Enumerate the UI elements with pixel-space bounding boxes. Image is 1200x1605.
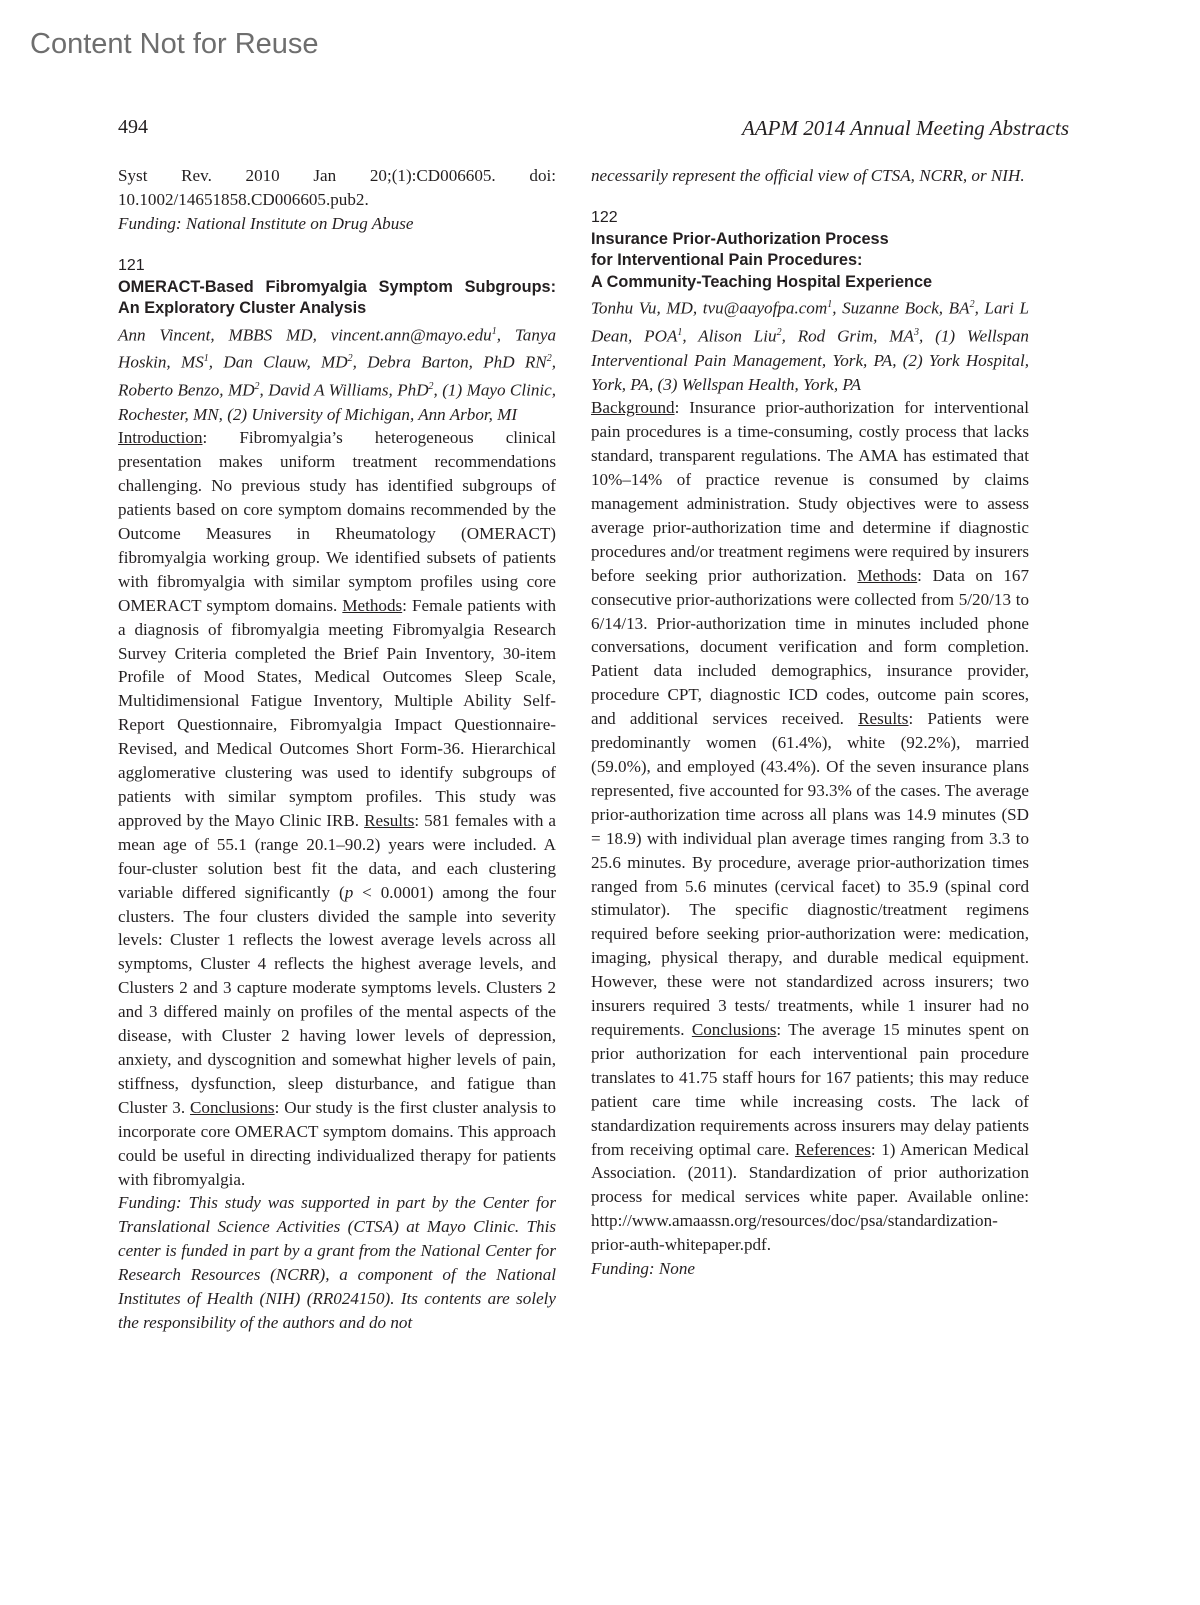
funding-statement: Funding: This study was supported in part by the Center for Translational Science Activities (CTSA) at Mayo Clinic. This center is funded in part by a grant from the National Center for Research Resources (NCRR), a component of the National Institutes of Health (NIH) (RR024150). Its contents are solely the responsibility of the authors and do not <box>118 1193 556 1332</box>
carryover-funding: Funding: National Institute on Drug Abuse <box>118 213 414 233</box>
results-heading: Results <box>364 810 415 830</box>
results-text: : 581 females with a mean age of 55.1 (range 20.1–90.2) years were included. A four-cluster solution best fit the data, and each clustering variable differed significantly (p < 0.0001) among the four clusters. The four clusters divided the sample into severity levels: Cluster 1 reflects the lowest average levels across all symptoms, Cluster 4 reflects the highest average levels, and Clusters 2 and 3 capture moderate symptoms levels. Clusters 2 and 3 differed mainly on profiles of the mental aspects of the disease, with Cluster 2 having lower levels of depression, anxiety, and dyscognition and somewhat higher levels of pain, stiffness, dysfunction, sleep disturbance, and fatigue than Cluster 3. <box>118 810 557 1117</box>
methods-heading: Methods <box>857 565 918 585</box>
watermark: Content Not for Reuse <box>30 28 319 60</box>
funding-statement: Funding: None <box>591 1259 695 1279</box>
methods-heading: Methods <box>342 595 403 615</box>
conclusions-text: : Our study is the first cluster analysis to incorporate core OMERACT symptom domains. This approach could be useful in directing individualized therapy for patients with fibromyalgia. <box>118 1097 556 1189</box>
abstract-number: 121 <box>118 256 145 274</box>
authors-affiliations: Tonhu Vu, MD, tvu@aayofpa.com$^1$, Suzanne Bock, $BA^2$, Lari L Dean, POA$^1$, Alison Liu$^2$, Rod Grim, $MA^3$, (1) Wellspan Interventional Pain Management, York, PA, (2) York Hospital, York, PA, (3) Wellspan Health, York, PA <box>591 299 1029 394</box>
abstract-title: OMERACT-Based Fibromyalgia Symptom Subgroups: An Exploratory Cluster Analysis <box>118 277 556 318</box>
references-heading: References <box>794 1139 871 1159</box>
introduction-heading: Introduction <box>118 428 203 448</box>
background-heading: Background <box>591 398 675 418</box>
abstract-title: Insurance Prior-Authorization Process for Interventional Pain Procedures: A Community-Teaching Hospital Experience <box>591 229 933 291</box>
carryover-reference: Syst Rev. 2010 Jan 20;(1):CD006605. doi: 10.1002/14651858.CD006605.pub2. <box>118 166 556 209</box>
abstract-body <box>118 426 556 1191</box>
right-column <box>591 164 1029 1281</box>
results-text: : Patients were predominantly women (61.4%), white (92.2%), married (59.0%), and employed (43.4%). Of the seven insurance plans represented, five accounted for 93.3% of the cases. The average prior-authorization time across all plans was 14.9 minutes (SD = 18.9) with individual plan average times ranging from 3.3 to 25.6 minutes. By procedure, average prior-authorization times ranged from 5.6 minutes (cervical facet) to 35.9 (spinal cord stimulator). The specific diagnostic/treatment regimens required before seeking prior-authorization were: medication, imaging, physical therapy, and durable medical equipment. However, these were not standardized across insurers; two insurers required 3 tests/ treatments, while 1 insurer had no requirements. <box>591 709 1029 1039</box>
methods-text: : Female patients with a diagnosis of fibromyalgia meeting Fibromyalgia Research Survey Criteria completed the Brief Pain Inventory, 30-item Profile of Mood States, Medical Outcomes Sleep Scale, Multidimensional Fatigue Inventory, Multiple Ability Self-Report Questionnaire, Fibromyalgia Impact Questionnaire-Revised, and Medical Outcomes Short Form-36. Hierarchical agglomerative clustering was used to identify subgroups of patients with similar symptom profiles. This study was approved by the Mayo Clinic IRB. <box>118 595 556 830</box>
left-column <box>118 164 556 1335</box>
conclusions-heading: Conclusions <box>190 1097 275 1117</box>
abstract-body <box>591 396 1029 1257</box>
methods-text: : Data on 167 consecutive prior-authorizations were collected from 5/20/13 to 6/14/13. Prior-authorization time in minutes included phone conversations, document verification and form completion. Patient data included demographics, insurance provider, procedure CPT, diagnostic ICD codes, outcome pain scores, and additional services received. <box>591 565 1029 729</box>
conclusions-text: : The average 15 minutes spent on prior authorization for each interventional pain procedure translates to 41.75 staff hours for 167 patients; this may reduce patient care time while increasing costs. The lack of standardization requirements across insurers may delay patients from receiving optimal care. <box>591 1019 1029 1159</box>
introduction-text: : Fibromyalgia’s heterogeneous clinical presentation makes uniform treatment recommendations challenging. No previous study has identified subgroups of patients based on core symptom domains recommended by the Outcome Measures in Rheumatology (OMERACT) fibromyalgia working group. We identified subsets of patients with fibromyalgia with similar symptom profiles using core OMERACT symptom domains. <box>118 428 556 615</box>
page-number: 494 <box>118 116 148 138</box>
authors-affiliations: Ann Vincent, MBBS MD, vincent.ann@mayo.edu$^1$, Tanya Hoskin, $MS^1$, Dan Clauw, $MD^2$, Debra Barton, PhD $RN^2$, Roberto Benzo, $MD^2$, David A Williams, PhD$^2$, (1) Mayo Clinic, Rochester, MN, (2) University of Michigan, Ann Arbor, MI <box>118 325 557 424</box>
results-heading: Results <box>858 709 909 729</box>
abstract-number: 122 <box>591 208 618 226</box>
references-text: : 1) American Medical Association. (2011). Standardization of prior authorization process for medical services white paper. Available online: http://www.amaassn.org/resources/doc/psa/standardization-prior-auth-whitepaper.pdf. <box>591 1139 1029 1255</box>
background-text: : Insurance prior-authorization for interventional pain procedures is a time-consuming, costly process that lacks standard, transparent regulations. The AMA has estimated that 10%–14% of practice revenue is consumed by claims management administration. Study objectives were to assess average prior-authorization time and determine if diagnostic procedures and/or treatment regimens were required by insurers before seeking prior authorization. <box>591 398 1029 585</box>
carryover-funding-continued: necessarily represent the official view of CTSA, NCRR, or NIH. <box>591 166 1025 185</box>
conclusions-heading: Conclusions <box>691 1019 777 1039</box>
running-head: AAPM 2014 Annual Meeting Abstracts <box>741 116 1069 140</box>
